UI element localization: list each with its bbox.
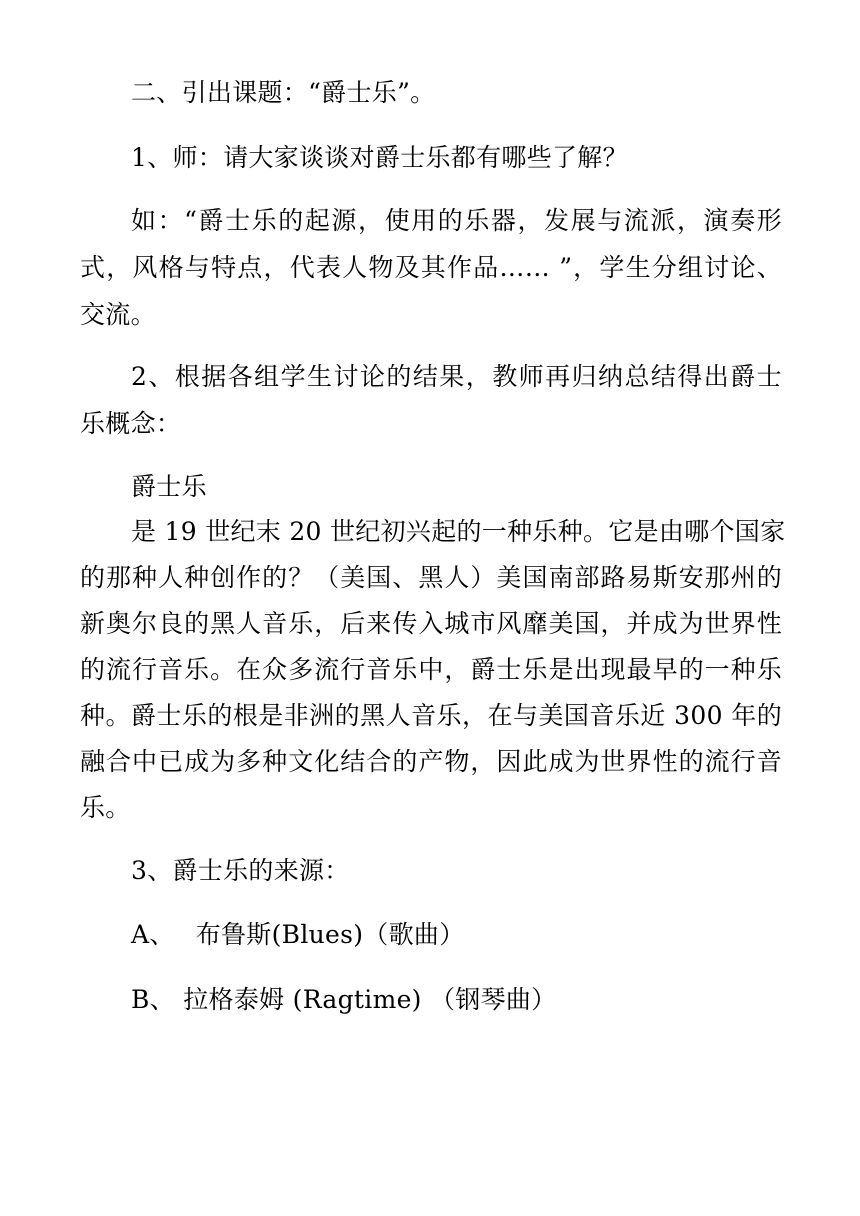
concept-line-3: 新奥尔良的黑人音乐，后来传入城市风靡美国，并成为世界性 xyxy=(80,609,782,638)
example-line-3: 交流。 xyxy=(80,300,156,329)
source-a: A、 布鲁斯(Blues)（歌曲） xyxy=(131,920,465,949)
concept-line-4: 的流行音乐。在众多流行音乐中，爵士乐是出现最早的一种乐 xyxy=(80,655,782,684)
concept-title: 爵士乐 xyxy=(131,472,207,501)
concept-line-2: 的那种人种创作的？（美国、黑人）美国南部路易斯安那州的 xyxy=(80,563,782,592)
example-line-1: 如：“爵士乐的起源，使用的乐器，发展与流派，演奏形 xyxy=(131,206,782,235)
concept-line-5: 种。爵士乐的根是非洲的黑人音乐，在与美国音乐近 300 年的 xyxy=(80,701,782,730)
item-2-line-2: 乐概念： xyxy=(80,409,182,438)
item-2-line-1: 2、根据各组学生讨论的结果，教师再归纳总结得出爵士 xyxy=(131,362,782,391)
concept-line-1: 是 19 世纪末 20 世纪初兴起的一种乐种。它是由哪个国家 xyxy=(131,517,786,546)
item-3-heading: 3、爵士乐的来源： xyxy=(131,856,350,885)
concept-line-6: 融合中已成为多种文化结合的产物，因此成为世界性的流行音 xyxy=(80,747,782,776)
source-b: B、 拉格泰姆 (Ragtime) （钢琴曲） xyxy=(131,985,557,1014)
item-1-question: 1、师：请大家谈谈对爵士乐都有哪些了解？ xyxy=(131,143,628,172)
section-heading: 二、引出课题：“爵士乐”。 xyxy=(131,78,436,107)
concept-line-7: 乐。 xyxy=(80,793,131,822)
example-line-2: 式，风格与特点，代表人物及其作品…… ”，学生分组讨论、 xyxy=(80,253,782,282)
